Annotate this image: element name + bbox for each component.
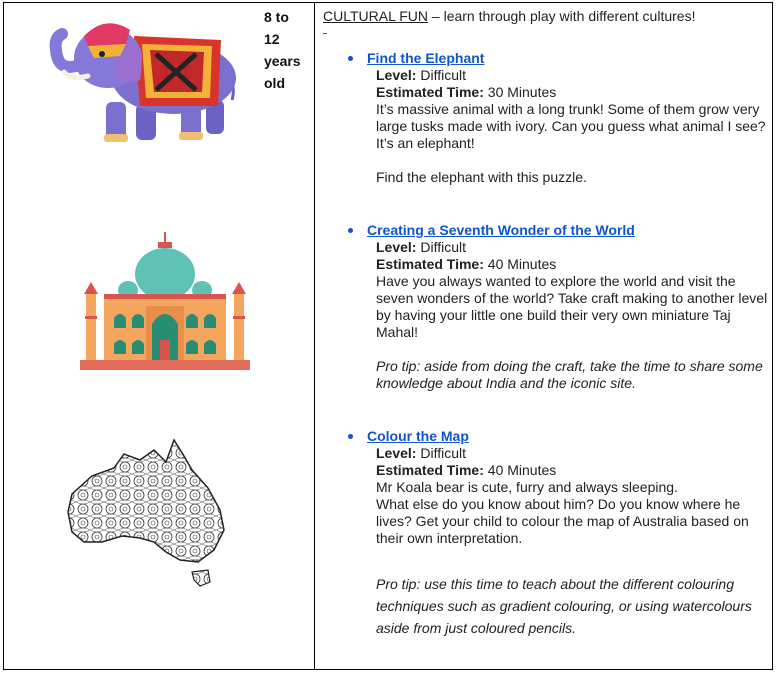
activity-details (376, 445, 768, 639)
age-line: years (264, 53, 301, 69)
bullet-icon (348, 434, 353, 439)
activity-title-link[interactable]: Creating a Seventh Wonder of the World (367, 222, 635, 238)
age-group (264, 6, 312, 94)
time-label: Estimated Time: (376, 256, 484, 272)
age-line: old (264, 75, 285, 91)
activity-item (348, 222, 768, 392)
divider-mark (323, 33, 327, 34)
age-line: 8 to (264, 9, 289, 25)
activity-description: Mr Koala bear is cute, furry and always sleeping. (376, 479, 678, 495)
level-label: Level: (376, 67, 417, 83)
time-value: 40 Minutes (483, 462, 557, 478)
activity-title-link[interactable]: Find the Elephant (367, 50, 485, 66)
bullet-icon (348, 56, 353, 61)
pro-tip: Pro tip: aside from doing the craft, take the time to share some knowledge about India and the iconic site. (376, 358, 763, 391)
activity-details (376, 239, 768, 392)
level-value: Difficult (416, 445, 467, 461)
activity-item (348, 50, 768, 186)
australia-map-illustration (62, 432, 232, 590)
time-label: Estimated Time: (376, 84, 484, 100)
level-value: Difficult (416, 239, 467, 255)
section-title: CULTURAL FUN (323, 8, 429, 24)
age-line: 12 (264, 31, 280, 47)
bullet-icon (348, 228, 353, 233)
time-value: 40 Minutes (483, 256, 557, 272)
activity-description: Have you always wanted to explore the world and visit the seven wonders of the world? Take craft making to another level by having your little one build their very own miniature Taj Mahal! (376, 273, 768, 340)
level-value: Difficult (416, 67, 467, 83)
activity-description: Find the elephant with this puzzle. (376, 169, 587, 185)
elephant-illustration (36, 14, 241, 149)
activity-details (376, 67, 768, 186)
activity-description: It’s massive animal with a long trunk! Some of them grow very large tusks made with ivory. Can you guess what animal I see? It’s an elephant! (376, 101, 766, 151)
activity-title-link[interactable]: Colour the Map (367, 428, 469, 444)
section-subtitle: – learn through play with different cultures! (428, 8, 696, 24)
activity-item (348, 428, 768, 639)
time-value: 30 Minutes (483, 84, 557, 100)
column-divider (314, 2, 315, 670)
section-heading (323, 6, 695, 26)
level-label: Level: (376, 239, 417, 255)
level-label: Level: (376, 445, 417, 461)
activity-description: What else do you know about him? Do you know where he lives? Get your child to colour the map of Australia based on their own interpretation. (376, 496, 749, 546)
taj-mahal-illustration (80, 232, 250, 374)
time-label: Estimated Time: (376, 462, 484, 478)
pro-tip: Pro tip: use this time to teach about the different colouring techniques such as gradient colouring, or using watercolours aside from just coloured pencils. (376, 576, 752, 636)
